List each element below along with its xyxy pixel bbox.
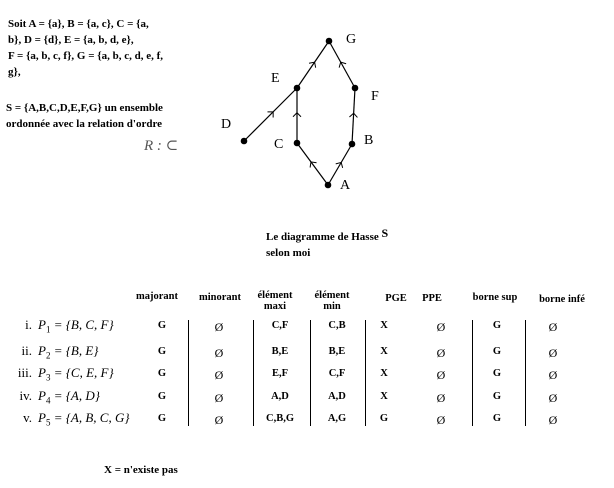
hasse-edge-f-g [329, 41, 355, 88]
table-cell: C,F [271, 320, 289, 331]
table-cell: X [380, 346, 388, 357]
row-numeral: iv. [19, 388, 32, 403]
table-cell: Ø [548, 391, 558, 405]
table-cell: G [492, 320, 502, 331]
row-numeral: i. [25, 317, 32, 332]
table-cell: Ø [436, 320, 446, 334]
table-cell: Ø [214, 346, 224, 360]
subset-index: 2 [45, 350, 51, 361]
caption-line1: Le diagramme de Hasse [266, 231, 379, 243]
row-label [10, 410, 130, 428]
definition-line: F = {a, b, c, f}, G = {a, b, c, d, e, f, [8, 50, 163, 62]
table-cell: Ø [548, 320, 558, 334]
row-numeral: v. [23, 410, 32, 425]
set-definition-line: ordonnée avec la relation d'ordre [6, 118, 163, 130]
hasse-nodes [221, 32, 379, 193]
table-cell: B,E [271, 346, 289, 357]
table-cell: C,B [328, 320, 346, 331]
table-cell: C,F [328, 368, 346, 379]
subset-index: 5 [45, 417, 51, 428]
hasse-edge-e-g [297, 41, 329, 88]
subset-elements: = {A, D} [50, 388, 100, 403]
table-cell: G [492, 391, 502, 402]
table-cell: Ø [214, 368, 224, 382]
table-cell: G [379, 413, 389, 424]
hasse-node-a [325, 182, 332, 189]
table-cell: E,F [271, 368, 289, 379]
subset-name: P [38, 317, 46, 332]
header-element-min: élément min [314, 290, 350, 312]
hasse-edge-d-e [244, 88, 297, 141]
hasse-node-b [349, 141, 356, 148]
table-cell: G [157, 413, 167, 424]
header-pge: PGE [385, 293, 407, 304]
legend-note: X = n'existe pas [104, 464, 178, 476]
hasse-diagram [0, 0, 614, 220]
definition-line: Soit A = {a}, B = {a, c}, C = {a, [8, 18, 149, 30]
table-cell: Ø [548, 346, 558, 360]
row-numeral: ii. [21, 343, 32, 358]
column-separator [188, 320, 189, 426]
hasse-node-f [352, 85, 359, 92]
table-cell: Ø [214, 413, 224, 427]
table-cell: G [157, 391, 167, 402]
header-ppe: PPE [422, 293, 442, 304]
column-separator [525, 320, 526, 426]
hasse-node-d [241, 138, 248, 145]
hasse-label-d: D [221, 117, 232, 132]
caption-set-symbol: S [381, 226, 389, 240]
subset-index: 4 [45, 395, 51, 406]
hasse-edges [244, 41, 357, 185]
hasse-label-a: A [340, 178, 351, 193]
subset-name: P [38, 365, 46, 380]
table-cell: G [157, 320, 167, 331]
table-cell: Ø [548, 368, 558, 382]
row-label [10, 343, 99, 361]
table-cell: A,G [327, 413, 347, 424]
subset-name: P [38, 388, 46, 403]
table-cell: G [157, 346, 167, 357]
set-definition-line: S = {A,B,C,D,E,F,G} un ensemble [6, 102, 163, 114]
table-cell: Ø [436, 413, 446, 427]
subset-elements: = {A, B, C, G} [50, 410, 130, 425]
header-majorant: majorant [136, 291, 178, 302]
row-numeral: iii. [17, 365, 32, 380]
row-label [10, 317, 114, 335]
header-minorant: minorant [199, 292, 241, 303]
definition-line: g}, [8, 66, 21, 78]
row-label [10, 388, 100, 406]
subset-elements: = {B, C, F} [50, 317, 114, 332]
caption-line2: selon moi [266, 247, 311, 259]
header-borne-inf: borne infé [539, 294, 585, 305]
hasse-edge-b-f [352, 88, 355, 144]
table-cell: B,E [328, 346, 346, 357]
subset-name: P [38, 343, 46, 358]
column-separator [253, 320, 254, 426]
subset-name: P [38, 410, 46, 425]
hasse-node-c [294, 140, 301, 147]
hasse-node-e [294, 85, 301, 92]
hasse-label-f: F [371, 89, 379, 104]
hasse-label-b: B [364, 133, 374, 148]
table-cell: X [380, 391, 388, 402]
definition-line: b}, D = {d}, E = {a, b, d, e}, [8, 34, 134, 46]
column-separator [310, 320, 311, 426]
table-cell: X [380, 368, 388, 379]
order-relation: R : ⊂ [144, 138, 179, 154]
header-borne-sup: borne sup [472, 292, 518, 303]
subset-index: 1 [45, 324, 51, 335]
table-cell: G [157, 368, 167, 379]
table-cell: Ø [214, 320, 224, 334]
hasse-label-c: C [274, 137, 284, 152]
diagram-caption [266, 228, 388, 261]
table-cell: A,D [271, 391, 289, 402]
table-cell: Ø [436, 346, 446, 360]
subset-elements: = {B, E} [50, 343, 99, 358]
table-cell: Ø [436, 391, 446, 405]
subset-elements: = {C, E, F} [50, 365, 114, 380]
table-cell: Ø [548, 413, 558, 427]
hasse-label-e: E [271, 71, 280, 86]
hasse-node-g [326, 38, 333, 45]
hasse-label-g: G [346, 32, 357, 47]
table-cell: G [492, 346, 502, 357]
table-cell: Ø [436, 368, 446, 382]
table-cell: X [380, 320, 388, 331]
table-cell: C,B,G [265, 413, 294, 424]
table-cell: Ø [214, 391, 224, 405]
subset-index: 3 [45, 372, 51, 383]
table-cell: A,D [328, 391, 346, 402]
hasse-edge-a-c [297, 143, 328, 185]
table-cell: G [492, 413, 502, 424]
row-label [10, 365, 114, 383]
header-element-maxi: élément maxi [257, 290, 293, 312]
table-cell: G [492, 368, 502, 379]
